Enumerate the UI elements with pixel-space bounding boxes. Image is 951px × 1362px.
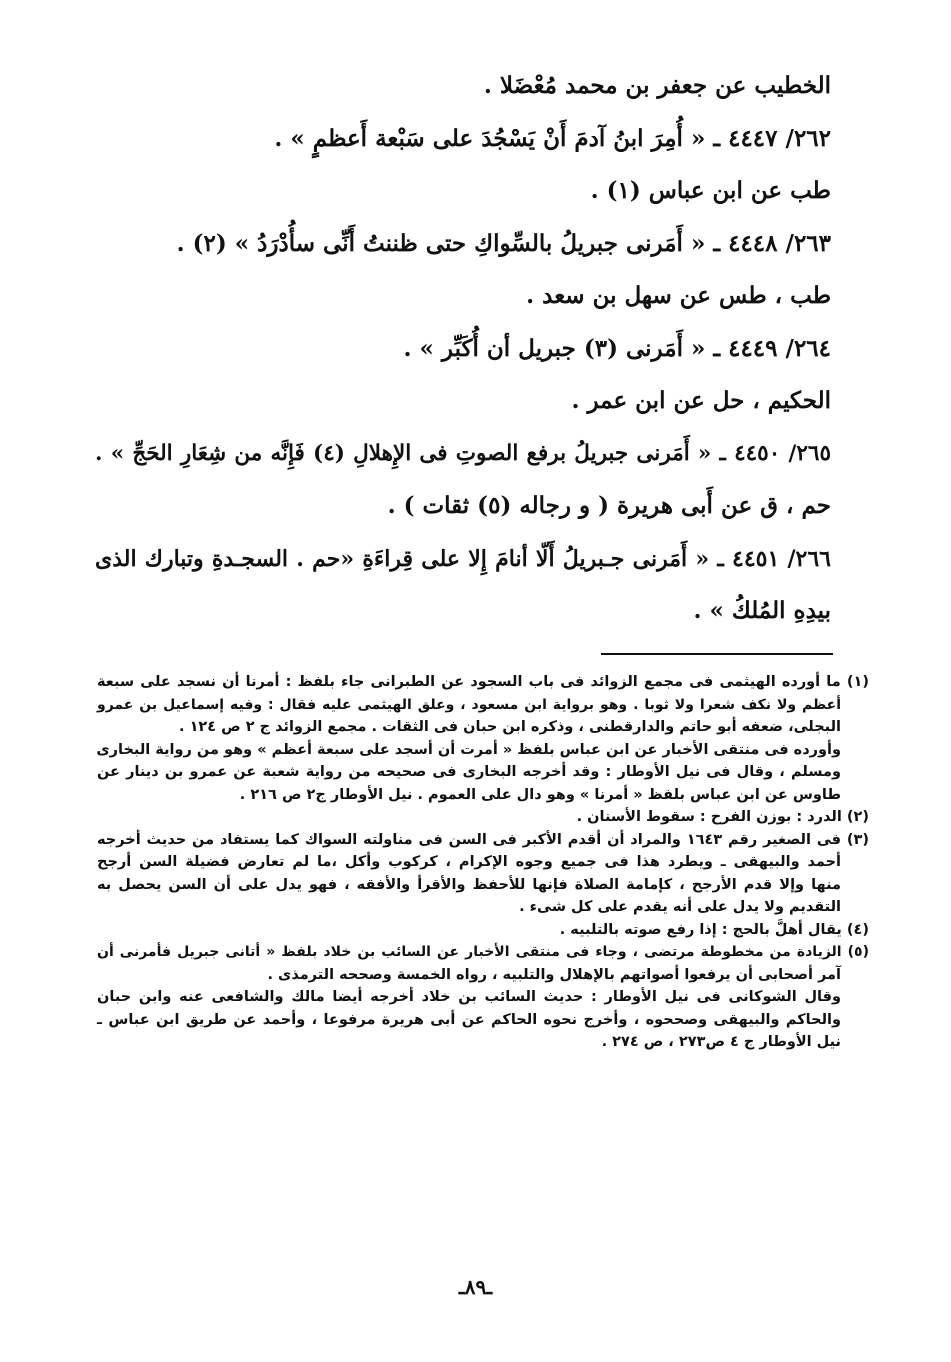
footnote-line: أحمد والبيهقى ـ ويطرد هذا فى جميع وجوه الإكرام ، كركوب وأكل ،ما لم تعارض فضيلة السن أرجح <box>97 854 841 870</box>
footnote-3: (٣) فى الصغير رقم ١٦٤٣ والمراد أن أقدم الأكبر فى السن فى مناولته السواك كما يستفاد من حديث أخرجه <box>97 831 869 848</box>
hadith-entry-264: ٢٦٤/ ٤٤٤٩ ـ « أَمَرنى (٣) جبريل أن أُكَبِّر » . <box>403 334 831 362</box>
hadith-entry-266: ٢٦٦/ ٤٤٥١ ـ « أَمَرنى جـبريلُ أَلّا أنامَ إِلا على قِراءَةِ «حم . السجـدةِ وتبارك الذى <box>95 545 831 572</box>
source-line: طب ، طس عن سهل بن سعد . <box>526 282 831 309</box>
footnote-line: أعظم ولا نكف شعرا ولا ثوبا . وهو برواية ابن مسعود ، وعلق الهيثمى عليه فقال : وفيه إسماعيل بن عمرو <box>97 696 841 713</box>
footnote-line: البجلى، ضعفه أبو حاتم والدارقطنى ، وذكره ابن حبان فى الثقات . مجمع الزوائد ج ٢ ص ١٢٤ . <box>179 719 841 735</box>
hadith-entry-263: ٢٦٣/ ٤٤٤٨ ـ « أَمَرنى جبريلُ بالسِّواكِ حتى ظننتُ أَنِّى سأُدْرَدُ » (٢) . <box>176 229 831 257</box>
hadith-entry-265: ٢٦٥/ ٤٤٥٠ ـ « أَمَرنى جبريلُ برفع الصوتِ فى الإِهلالِ (٤) فَإِنَّه من شِعَارِ الحَجِّ » . <box>95 440 831 466</box>
hadith-entry-262: ٢٦٢/ ٤٤٤٧ ـ « أُمِرَ ابنُ آدمَ أَنْ يَسْجُدَ على سَبْعة أَعظمٍ » . <box>274 124 831 152</box>
page-number: ـ٨٩ـ <box>458 1275 493 1299</box>
footnote-line: منها وإلا قدم الأرجح ، كإمامة الصلاة فإنها للأحفظ والأقرأ والأفقه ، فهو يدل على أن السن يحصل به <box>97 876 841 893</box>
footnote-line: التقديم ولا يدل على أنه يقدم على كل شىء . <box>519 899 841 915</box>
main-line: الخطيب عن جعفر بن محمد مُعْضَلا . <box>483 72 831 99</box>
footnote-line: وأورده فى منتقى الأخبار عن ابن عباس بلفظ « أمرت أن أسجد على سبعة أعظم » وهو من رواية البخارى <box>96 741 841 758</box>
footnote-line: طاوس عن ابن عباس بلفظ « أمرنا » وهو دال على العموم . نيل الأوطار ج٢ ص ٢١٦ . <box>239 786 841 803</box>
footnote-line: والحاكم والبيهقى وصححوه ، وأخرج نحوه الحاكم عن أبى هريرة مرفوعا ، وأحمد عن طريق ابن عباس ـ <box>97 1011 841 1028</box>
footnotes <box>97 671 869 1054</box>
hadith-main-text <box>95 60 831 638</box>
footnote-line: آمر أصحابى أن يرفعوا أصواتهم بالإهلال والتلبيه ، رواه الخمسة وصححه الترمذى . <box>267 966 841 983</box>
source-line: طب عن ابن عباس (١) . <box>590 177 831 204</box>
footnote-line: ومسلم ، وقال فى نيل الأوطار : وقد أخرجه البخارى فى صحيحه من رواية شعبة عن عمرو بن دينار عن <box>97 764 841 780</box>
footnote-5: (٥) الزيادة من مخطوطة مرتضى ، وجاء فى منتقى الأخبار عن السائب بن خلاد بلفظ « أتانى جبريل فأمرنى أن <box>97 944 869 960</box>
footnote-2: (٢) الدرد : بوزن الفرح : سقوط الأسنان . <box>576 809 869 825</box>
hadith-entry-266-continuation: بيدِهِ المُلكُ » . <box>693 597 831 624</box>
footnote-line: نيل الأوطار ج ٤ ص٢٧٣ ، ص ٢٧٤ . <box>601 1034 841 1050</box>
footnote-separator <box>601 653 833 655</box>
source-line: الحكيم ، حل عن ابن عمر . <box>571 387 831 414</box>
footnote-line: وقال الشوكانى فى نيل الأوطار : حديث السائب بن خلاد أخرجه أيضا مالك والشافعى عنه وابن حبان <box>97 989 841 1005</box>
footnote-1: (١) ما أورده الهيثمى فى مجمع الزوائد فى باب السجود عن الطبرانى جاء بلفظ : أمرنا أن نسجد على سبعة <box>97 674 869 690</box>
source-line: حم ، ق عن أَبى هريرة ( و رجاله (٥) ثقات ) . <box>387 492 831 519</box>
footnote-4: (٤) يقال أهلَّ بالحج : إذا رفع صوته بالتلبيه . <box>559 921 869 938</box>
